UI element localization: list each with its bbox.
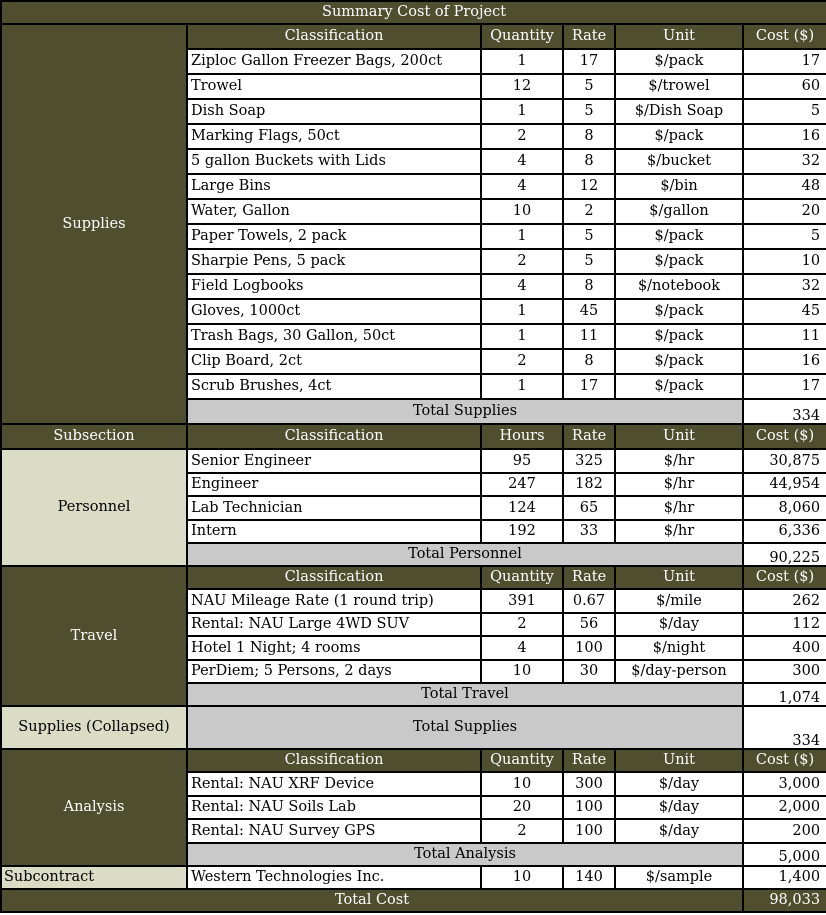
- column-header-cost: Cost ($): [743, 424, 826, 449]
- column-header-rate: Rate: [563, 749, 615, 772]
- item-quantity: 1: [481, 374, 563, 399]
- item-unit: $/day: [615, 613, 743, 637]
- item-rate: 8: [563, 149, 615, 174]
- collapsed-section-row: [1, 706, 826, 749]
- item-name: Dish Soap: [187, 99, 481, 124]
- total-label: Total Personnel: [187, 543, 743, 566]
- item-quantity: 2: [481, 249, 563, 274]
- item-rate: 33: [563, 520, 615, 544]
- total-value: 334: [743, 399, 826, 424]
- item-cost: 16: [743, 349, 826, 374]
- item-rate: 30: [563, 660, 615, 684]
- column-header-quantity: Quantity: [481, 749, 563, 772]
- column-header-unit: Unit: [615, 424, 743, 449]
- item-quantity: 95: [481, 449, 563, 473]
- item-unit: $/pack: [615, 324, 743, 349]
- item-unit: $/pack: [615, 224, 743, 249]
- item-rate: 8: [563, 124, 615, 149]
- item-cost: 11: [743, 324, 826, 349]
- grand-total-row: [1, 889, 826, 912]
- column-header-hours: Hours: [481, 424, 563, 449]
- total-label: Total Supplies: [187, 706, 743, 749]
- item-name: Field Logbooks: [187, 274, 481, 299]
- column-header-cost: Cost ($): [743, 566, 826, 589]
- item-cost: 2,000: [743, 796, 826, 820]
- item-unit: $/trowel: [615, 74, 743, 99]
- section-travel: Travel: [1, 566, 187, 706]
- item-unit: $/hr: [615, 520, 743, 544]
- subcontract-row: [1, 866, 826, 889]
- total-value: 1,074: [743, 683, 826, 706]
- item-quantity: 10: [481, 199, 563, 224]
- item-unit: $/day-person: [615, 660, 743, 684]
- section-personnel: Personnel: [1, 449, 187, 566]
- item-unit: $/bucket: [615, 149, 743, 174]
- grand-total-value: 98,033: [743, 889, 826, 912]
- section-supplies-collapsed: Supplies (Collapsed): [1, 706, 187, 749]
- column-header-classification: Classification: [187, 749, 481, 772]
- item-name: Engineer: [187, 473, 481, 497]
- column-header-classification: Classification: [187, 566, 481, 589]
- item-rate: 17: [563, 374, 615, 399]
- item-cost: 112: [743, 613, 826, 637]
- item-quantity: 4: [481, 174, 563, 199]
- item-unit: $/night: [615, 636, 743, 660]
- item-unit: $/day: [615, 796, 743, 820]
- column-header-rate: Rate: [563, 566, 615, 589]
- column-header-cost: Cost ($): [743, 749, 826, 772]
- item-quantity: 2: [481, 349, 563, 374]
- item-name: Rental: NAU XRF Device: [187, 772, 481, 796]
- total-label: Total Analysis: [187, 843, 743, 866]
- item-cost: 200: [743, 819, 826, 843]
- item-name: 5 gallon Buckets with Lids: [187, 149, 481, 174]
- item-cost: 32: [743, 274, 826, 299]
- item-cost: 262: [743, 589, 826, 613]
- item-quantity: 124: [481, 496, 563, 520]
- item-rate: 5: [563, 74, 615, 99]
- item-quantity: 10: [481, 772, 563, 796]
- item-unit: $/day: [615, 819, 743, 843]
- column-header-cost: Cost ($): [743, 24, 826, 49]
- item-rate: 56: [563, 613, 615, 637]
- item-cost: 300: [743, 660, 826, 684]
- item-quantity: 2: [481, 819, 563, 843]
- item-quantity: 2: [481, 613, 563, 637]
- item-unit: $/Dish Soap: [615, 99, 743, 124]
- item-name: Marking Flags, 50ct: [187, 124, 481, 149]
- item-rate: 45: [563, 299, 615, 324]
- item-name: Water, Gallon: [187, 199, 481, 224]
- item-unit: $/notebook: [615, 274, 743, 299]
- item-cost: 8,060: [743, 496, 826, 520]
- item-name: Large Bins: [187, 174, 481, 199]
- total-label: Total Travel: [187, 683, 743, 706]
- item-cost: 17: [743, 374, 826, 399]
- total-value: 90,225: [743, 543, 826, 566]
- item-quantity: 4: [481, 149, 563, 174]
- item-cost: 6,336: [743, 520, 826, 544]
- item-rate: 2: [563, 199, 615, 224]
- item-unit: $/bin: [615, 174, 743, 199]
- item-name: Scrub Brushes, 4ct: [187, 374, 481, 399]
- item-rate: 182: [563, 473, 615, 497]
- item-quantity: 1: [481, 49, 563, 74]
- item-quantity: 1: [481, 299, 563, 324]
- item-cost: 30,875: [743, 449, 826, 473]
- section-subcontract: Subcontract: [1, 866, 187, 889]
- item-rate: 8: [563, 274, 615, 299]
- item-unit: $/hr: [615, 449, 743, 473]
- item-name: Western Technologies Inc.: [187, 866, 481, 889]
- column-header-quantity: Quantity: [481, 566, 563, 589]
- item-rate: 100: [563, 796, 615, 820]
- item-rate: 0.67: [563, 589, 615, 613]
- item-rate: 65: [563, 496, 615, 520]
- item-name: Trowel: [187, 74, 481, 99]
- item-quantity: 192: [481, 520, 563, 544]
- item-quantity: 20: [481, 796, 563, 820]
- item-unit: $/pack: [615, 49, 743, 74]
- item-cost: 16: [743, 124, 826, 149]
- total-label: Total Supplies: [187, 399, 743, 424]
- column-header-unit: Unit: [615, 24, 743, 49]
- item-name: Senior Engineer: [187, 449, 481, 473]
- item-name: Trash Bags, 30 Gallon, 50ct: [187, 324, 481, 349]
- item-cost: 45: [743, 299, 826, 324]
- item-rate: 5: [563, 224, 615, 249]
- item-cost: 17: [743, 49, 826, 74]
- item-unit: $/pack: [615, 124, 743, 149]
- item-unit: $/sample: [615, 866, 743, 889]
- column-header-quantity: Quantity: [481, 24, 563, 49]
- item-quantity: 4: [481, 636, 563, 660]
- item-name: Intern: [187, 520, 481, 544]
- item-unit: $/mile: [615, 589, 743, 613]
- column-header-classification: Classification: [187, 424, 481, 449]
- item-rate: 325: [563, 449, 615, 473]
- column-header-unit: Unit: [615, 566, 743, 589]
- item-quantity: 12: [481, 74, 563, 99]
- total-value: 334: [743, 706, 826, 749]
- section-analysis: Analysis: [1, 749, 187, 866]
- item-rate: 140: [563, 866, 615, 889]
- item-name: PerDiem; 5 Persons, 2 days: [187, 660, 481, 684]
- item-cost: 5: [743, 99, 826, 124]
- item-cost: 1,400: [743, 866, 826, 889]
- item-rate: 100: [563, 636, 615, 660]
- item-quantity: 1: [481, 224, 563, 249]
- item-cost: 400: [743, 636, 826, 660]
- item-unit: $/pack: [615, 249, 743, 274]
- item-quantity: 10: [481, 866, 563, 889]
- table-row: [1, 449, 826, 473]
- column-header-classification: Classification: [187, 24, 481, 49]
- item-unit: $/hr: [615, 473, 743, 497]
- item-name: Gloves, 1000ct: [187, 299, 481, 324]
- item-unit: $/gallon: [615, 199, 743, 224]
- column-header-unit: Unit: [615, 749, 743, 772]
- item-quantity: 1: [481, 99, 563, 124]
- item-name: Lab Technician: [187, 496, 481, 520]
- table-title: Summary Cost of Project: [1, 1, 826, 24]
- item-cost: 48: [743, 174, 826, 199]
- item-name: NAU Mileage Rate (1 round trip): [187, 589, 481, 613]
- item-quantity: 391: [481, 589, 563, 613]
- item-rate: 5: [563, 99, 615, 124]
- item-rate: 8: [563, 349, 615, 374]
- item-quantity: 247: [481, 473, 563, 497]
- item-rate: 5: [563, 249, 615, 274]
- total-value: 5,000: [743, 843, 826, 866]
- column-header-row: [1, 24, 826, 49]
- item-quantity: 2: [481, 124, 563, 149]
- column-header-row: [1, 424, 826, 449]
- item-rate: 11: [563, 324, 615, 349]
- column-header-rate: Rate: [563, 24, 615, 49]
- item-quantity: 1: [481, 324, 563, 349]
- grand-total-label: Total Cost: [1, 889, 743, 912]
- column-header-row: [1, 749, 826, 772]
- item-name: Ziploc Gallon Freezer Bags, 200ct: [187, 49, 481, 74]
- column-header-rate: Rate: [563, 424, 615, 449]
- item-rate: 300: [563, 772, 615, 796]
- item-quantity: 10: [481, 660, 563, 684]
- item-name: Paper Towels, 2 pack: [187, 224, 481, 249]
- item-unit: $/day: [615, 772, 743, 796]
- item-cost: 5: [743, 224, 826, 249]
- item-cost: 20: [743, 199, 826, 224]
- item-cost: 44,954: [743, 473, 826, 497]
- item-cost: 3,000: [743, 772, 826, 796]
- item-quantity: 4: [481, 274, 563, 299]
- item-name: Rental: NAU Large 4WD SUV: [187, 613, 481, 637]
- item-name: Clip Board, 2ct: [187, 349, 481, 374]
- item-name: Rental: NAU Soils Lab: [187, 796, 481, 820]
- item-cost: 32: [743, 149, 826, 174]
- column-header-row: [1, 566, 826, 589]
- section-supplies: Supplies: [1, 24, 187, 424]
- item-rate: 12: [563, 174, 615, 199]
- item-rate: 17: [563, 49, 615, 74]
- item-name: Rental: NAU Survey GPS: [187, 819, 481, 843]
- item-unit: $/pack: [615, 299, 743, 324]
- item-name: Sharpie Pens, 5 pack: [187, 249, 481, 274]
- item-cost: 10: [743, 249, 826, 274]
- item-cost: 60: [743, 74, 826, 99]
- item-name: Hotel 1 Night; 4 rooms: [187, 636, 481, 660]
- subsection-header: Subsection: [1, 424, 187, 449]
- item-unit: $/pack: [615, 349, 743, 374]
- item-rate: 100: [563, 819, 615, 843]
- item-unit: $/pack: [615, 374, 743, 399]
- item-unit: $/hr: [615, 496, 743, 520]
